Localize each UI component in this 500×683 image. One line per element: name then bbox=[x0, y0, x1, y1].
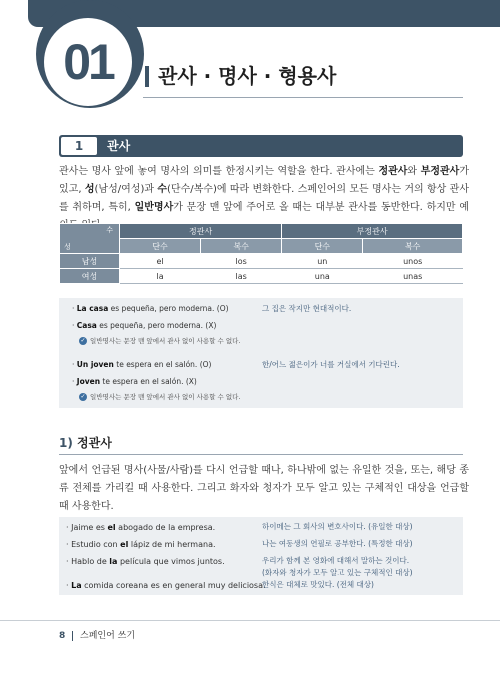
table-subheader-row bbox=[60, 239, 463, 254]
chapter-number: 01 bbox=[63, 34, 113, 90]
table-group-header: 정관사 bbox=[120, 224, 282, 239]
example-pre: Hablo de bbox=[71, 557, 110, 566]
table-row bbox=[60, 269, 463, 284]
example-sentence: · Jaime es el abogado de la empresa. bbox=[66, 523, 216, 532]
footer-separator bbox=[72, 631, 73, 641]
example-article: Un joven bbox=[76, 360, 114, 369]
example-rest: es pequeña, pero moderna. (O) bbox=[108, 304, 229, 313]
example-sentence: · La casa es pequeña, pero moderna. (O) bbox=[72, 304, 229, 313]
table-cell: una bbox=[282, 269, 363, 284]
text-run: 가 문장 맨 앞에 주어로 올 때는 대부분 관사를 동반한다. 하지만 예 bbox=[173, 202, 469, 213]
example-article: el bbox=[120, 540, 129, 549]
footer-divider bbox=[0, 620, 500, 621]
example-article: la bbox=[109, 557, 118, 566]
note-text: 일반명사는 문장 맨 앞에서 관사 없이 사용할 수 없다. bbox=[90, 393, 241, 401]
example-pre: Estudio con bbox=[71, 540, 121, 549]
table-group-header: 부정관사 bbox=[282, 224, 463, 239]
article-table bbox=[59, 223, 463, 284]
example-article: Casa bbox=[76, 321, 97, 330]
table-cell: los bbox=[201, 254, 282, 269]
example-note bbox=[79, 392, 240, 403]
term-common-noun: 일반명사 bbox=[134, 202, 174, 213]
check-icon: ✓ bbox=[80, 337, 86, 344]
table-cell: unas bbox=[363, 269, 463, 284]
example-rest: te espera en el salón. (X) bbox=[100, 377, 197, 386]
corner-label-gender: 성 bbox=[64, 243, 71, 251]
example-sentence: · Casa es pequeña, pero moderna. (X) bbox=[72, 321, 217, 330]
chapter-title: 관사 · 명사 · 형용사 bbox=[158, 64, 337, 88]
example-translation-cont: (화자와 청자가 모두 알고 있는 구체적인 대상) bbox=[262, 568, 413, 577]
subsection-divider bbox=[59, 454, 463, 455]
table-cell: unos bbox=[363, 254, 463, 269]
page-number: 8 bbox=[59, 631, 66, 641]
example-note bbox=[79, 336, 240, 347]
text-run: 와 bbox=[407, 166, 421, 177]
example-translation: 나는 여동생의 연필로 공부한다. (특정한 대상) bbox=[262, 539, 413, 548]
example-rest: te espera en el salón. (O) bbox=[113, 360, 212, 369]
example-article: el bbox=[107, 523, 116, 532]
example-sentence: · Estudio con el lápiz de mi hermana. bbox=[66, 540, 216, 549]
title-marker bbox=[145, 66, 149, 87]
table-cell: la bbox=[120, 269, 201, 284]
table-row bbox=[60, 254, 463, 269]
table-corner bbox=[60, 224, 120, 254]
check-icon: ✓ bbox=[80, 393, 86, 400]
example-article: La casa bbox=[76, 304, 109, 313]
example-translation: 우리가 함께 본 영화에 대해서 말하는 것이다. bbox=[262, 556, 410, 565]
subsection-title: 정관사 bbox=[77, 436, 112, 450]
table-subheader: 단수 bbox=[120, 239, 201, 254]
example-post: lápiz de mi hermana. bbox=[128, 540, 216, 549]
example-sentence: · Joven te espera en el salón. (X) bbox=[72, 377, 197, 386]
text-run: (단수/복수)에 따라 변화한다. 스페인어의 모든 명사는 거의 항상 관사를 취하며, 특히, bbox=[59, 184, 469, 213]
term-number: 수 bbox=[157, 184, 168, 195]
text-run: 관사는 명사 앞에 놓여 명사의 의미를 한정시키는 역할을 한다. 관사에는 bbox=[59, 166, 379, 177]
example-post: abogado de la empresa. bbox=[115, 523, 216, 532]
term-indefinite-article: 부정관사 bbox=[420, 166, 460, 177]
example-pre: Jaime es bbox=[71, 523, 108, 532]
row-label: 여성 bbox=[60, 269, 120, 284]
example-translation: 그 집은 작지만 현대적이다. bbox=[262, 304, 352, 313]
table-subheader: 복수 bbox=[201, 239, 282, 254]
table-subheader: 복수 bbox=[363, 239, 463, 254]
example-post: comida coreana es en general muy deliciosa. bbox=[81, 581, 266, 590]
table-subheader: 단수 bbox=[282, 239, 363, 254]
text-run: 가 있고, bbox=[59, 166, 470, 195]
subsection-heading bbox=[59, 435, 112, 451]
example-translation: 하이메는 그 회사의 변호사이다. (유일한 대상) bbox=[262, 522, 413, 531]
note-text: 일반명사는 문장 맨 앞에서 관사 없이 사용할 수 없다. bbox=[90, 337, 241, 345]
table-cell: el bbox=[120, 254, 201, 269]
text-run: (남성/여성)과 bbox=[94, 184, 158, 195]
table-cell: un bbox=[282, 254, 363, 269]
example-translation: 한식은 대체로 맛있다. (전체 대상) bbox=[262, 580, 374, 589]
example-sentence: · Un joven te espera en el salón. (O) bbox=[72, 360, 212, 369]
term-gender: 성 bbox=[84, 184, 95, 195]
subsection-paragraph: 앞에서 언급된 명사(사물/사람)를 다시 언급할 때나, 하나밖에 없는 유일한 것을, 또는, 해당 종류 전체를 가리킬 때 사용한다. 그리고 화자와 청자가 모두 알고 있는 구체적인 대상을 언급할 때 사용한다. bbox=[59, 465, 469, 512]
example-translation: 한/어느 젊은이가 너를 거실에서 기다린다. bbox=[262, 360, 400, 369]
example-sentence: · La comida coreana es en general muy deliciosa. bbox=[66, 581, 266, 590]
book-title: 스페인어 쓰기 bbox=[80, 631, 136, 641]
corner-label-number: 수 bbox=[106, 226, 113, 234]
example-rest: es pequeña, pero moderna. (X) bbox=[96, 321, 217, 330]
example-post: película que vimos juntos. bbox=[117, 557, 225, 566]
example-article: La bbox=[71, 581, 82, 590]
section-header bbox=[59, 135, 463, 157]
subsection-number: 1) bbox=[59, 436, 73, 450]
example-sentence: · Hablo de la película que vimos juntos. bbox=[66, 557, 225, 566]
term-definite-article: 정관사 bbox=[378, 166, 408, 177]
table-cell: las bbox=[201, 269, 282, 284]
example-article: Joven bbox=[76, 377, 101, 386]
section-title: 관사 bbox=[107, 139, 131, 153]
section-number: 1 bbox=[61, 137, 97, 155]
title-divider bbox=[143, 97, 463, 98]
row-label: 남성 bbox=[60, 254, 120, 269]
table-group-row bbox=[60, 224, 463, 239]
